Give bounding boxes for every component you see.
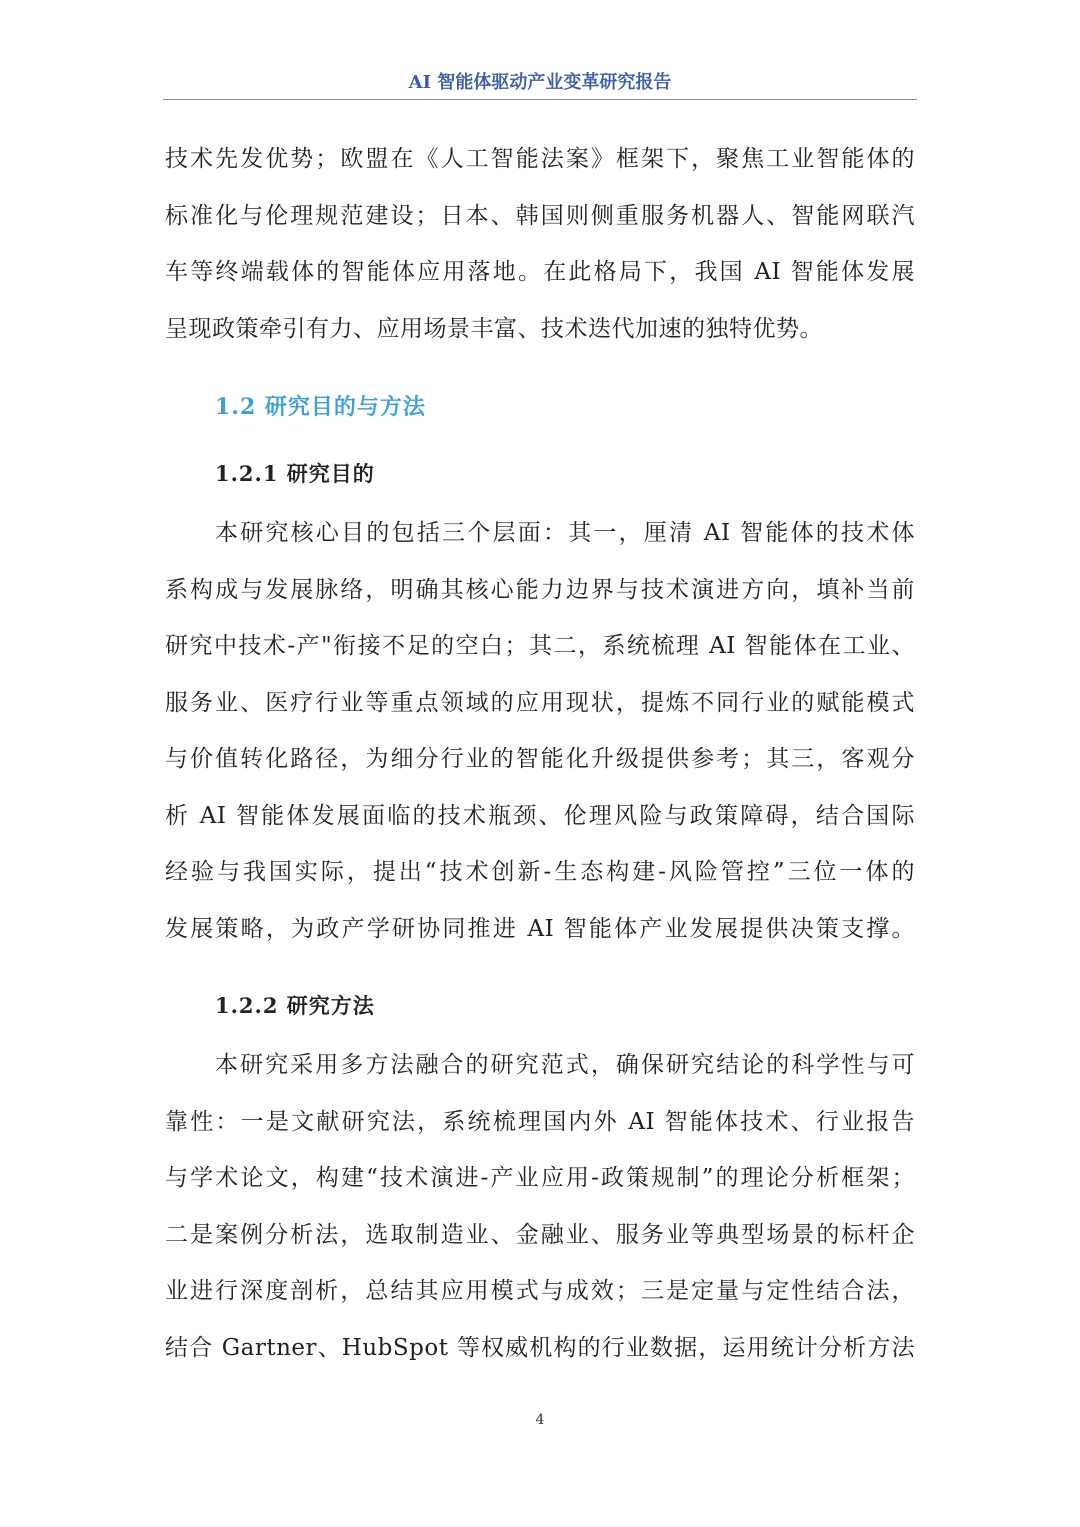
subsection-heading-1-2-1: 1.2.1 研究目的 [215,461,375,486]
body-text-line: 本研究核心目的包括三个层面：其一，厘清 AI 智能体的技术体 [215,520,915,546]
body-text-line: 析 AI 智能体发展面临的技术瓶颈、伦理风险与政策障碍，结合国际 [165,803,915,829]
body-text-line: 标准化与伦理规范建设；日本、韩国则侧重服务机器人、智能网联汽 [165,203,915,229]
body-text-line: 系构成与发展脉络，明确其核心能力边界与技术演进方向，填补当前 [165,577,915,603]
body-text-line: 靠性：一是文献研究法，系统梳理国内外 AI 智能体技术、行业报告 [165,1109,915,1135]
body-text-line: 车等终端载体的智能体应用落地。在此格局下，我国 AI 智能体发展 [165,259,915,285]
body-text-line: 技术先发优势；欧盟在《人工智能法案》框架下，聚焦工业智能体的 [165,146,915,172]
body-text-line: 二是案例分析法，选取制造业、金融业、服务业等典型场景的标杆企 [165,1222,915,1248]
header-divider [163,99,917,100]
running-header-title: AI 智能体驱动产业变革研究报告 [408,72,672,93]
body-text-line: 结合 Gartner、HubSpot 等权威机构的行业数据，运用统计分析方法 [165,1335,915,1361]
body-text-line: 呈现政策牵引有力、应用场景丰富、技术迭代加速的独特优势。 [165,316,823,342]
body-text-line: 业进行深度剖析，总结其应用模式与成效；三是定量与定性结合法， [165,1278,915,1304]
page-number: 4 [535,1412,545,1428]
subsection-heading-1-2-2: 1.2.2 研究方法 [215,993,375,1018]
body-text-line: 本研究采用多方法融合的研究范式，确保研究结论的科学性与可 [215,1052,915,1078]
body-text-line: 与学术论文，构建“技术演进-产业应用-政策规制”的理论分析框架； [165,1165,915,1191]
body-text-line: 研究中技术-产"衔接不足的空白；其二，系统梳理 AI 智能体在工业、 [165,633,915,659]
section-heading-1-2: 1.2 研究目的与方法 [215,394,426,420]
body-text-line: 经验与我国实际，提出“技术创新-生态构建-风险管控”三位一体的 [165,859,915,885]
body-text-line: 服务业、医疗行业等重点领域的应用现状，提炼不同行业的赋能模式 [165,690,915,716]
body-text-line: 与价值转化路径，为细分行业的智能化升级提供参考；其三，客观分 [165,746,915,772]
body-text-line: 发展策略，为政产学研协同推进 AI 智能体产业发展提供决策支撑。 [165,916,915,942]
